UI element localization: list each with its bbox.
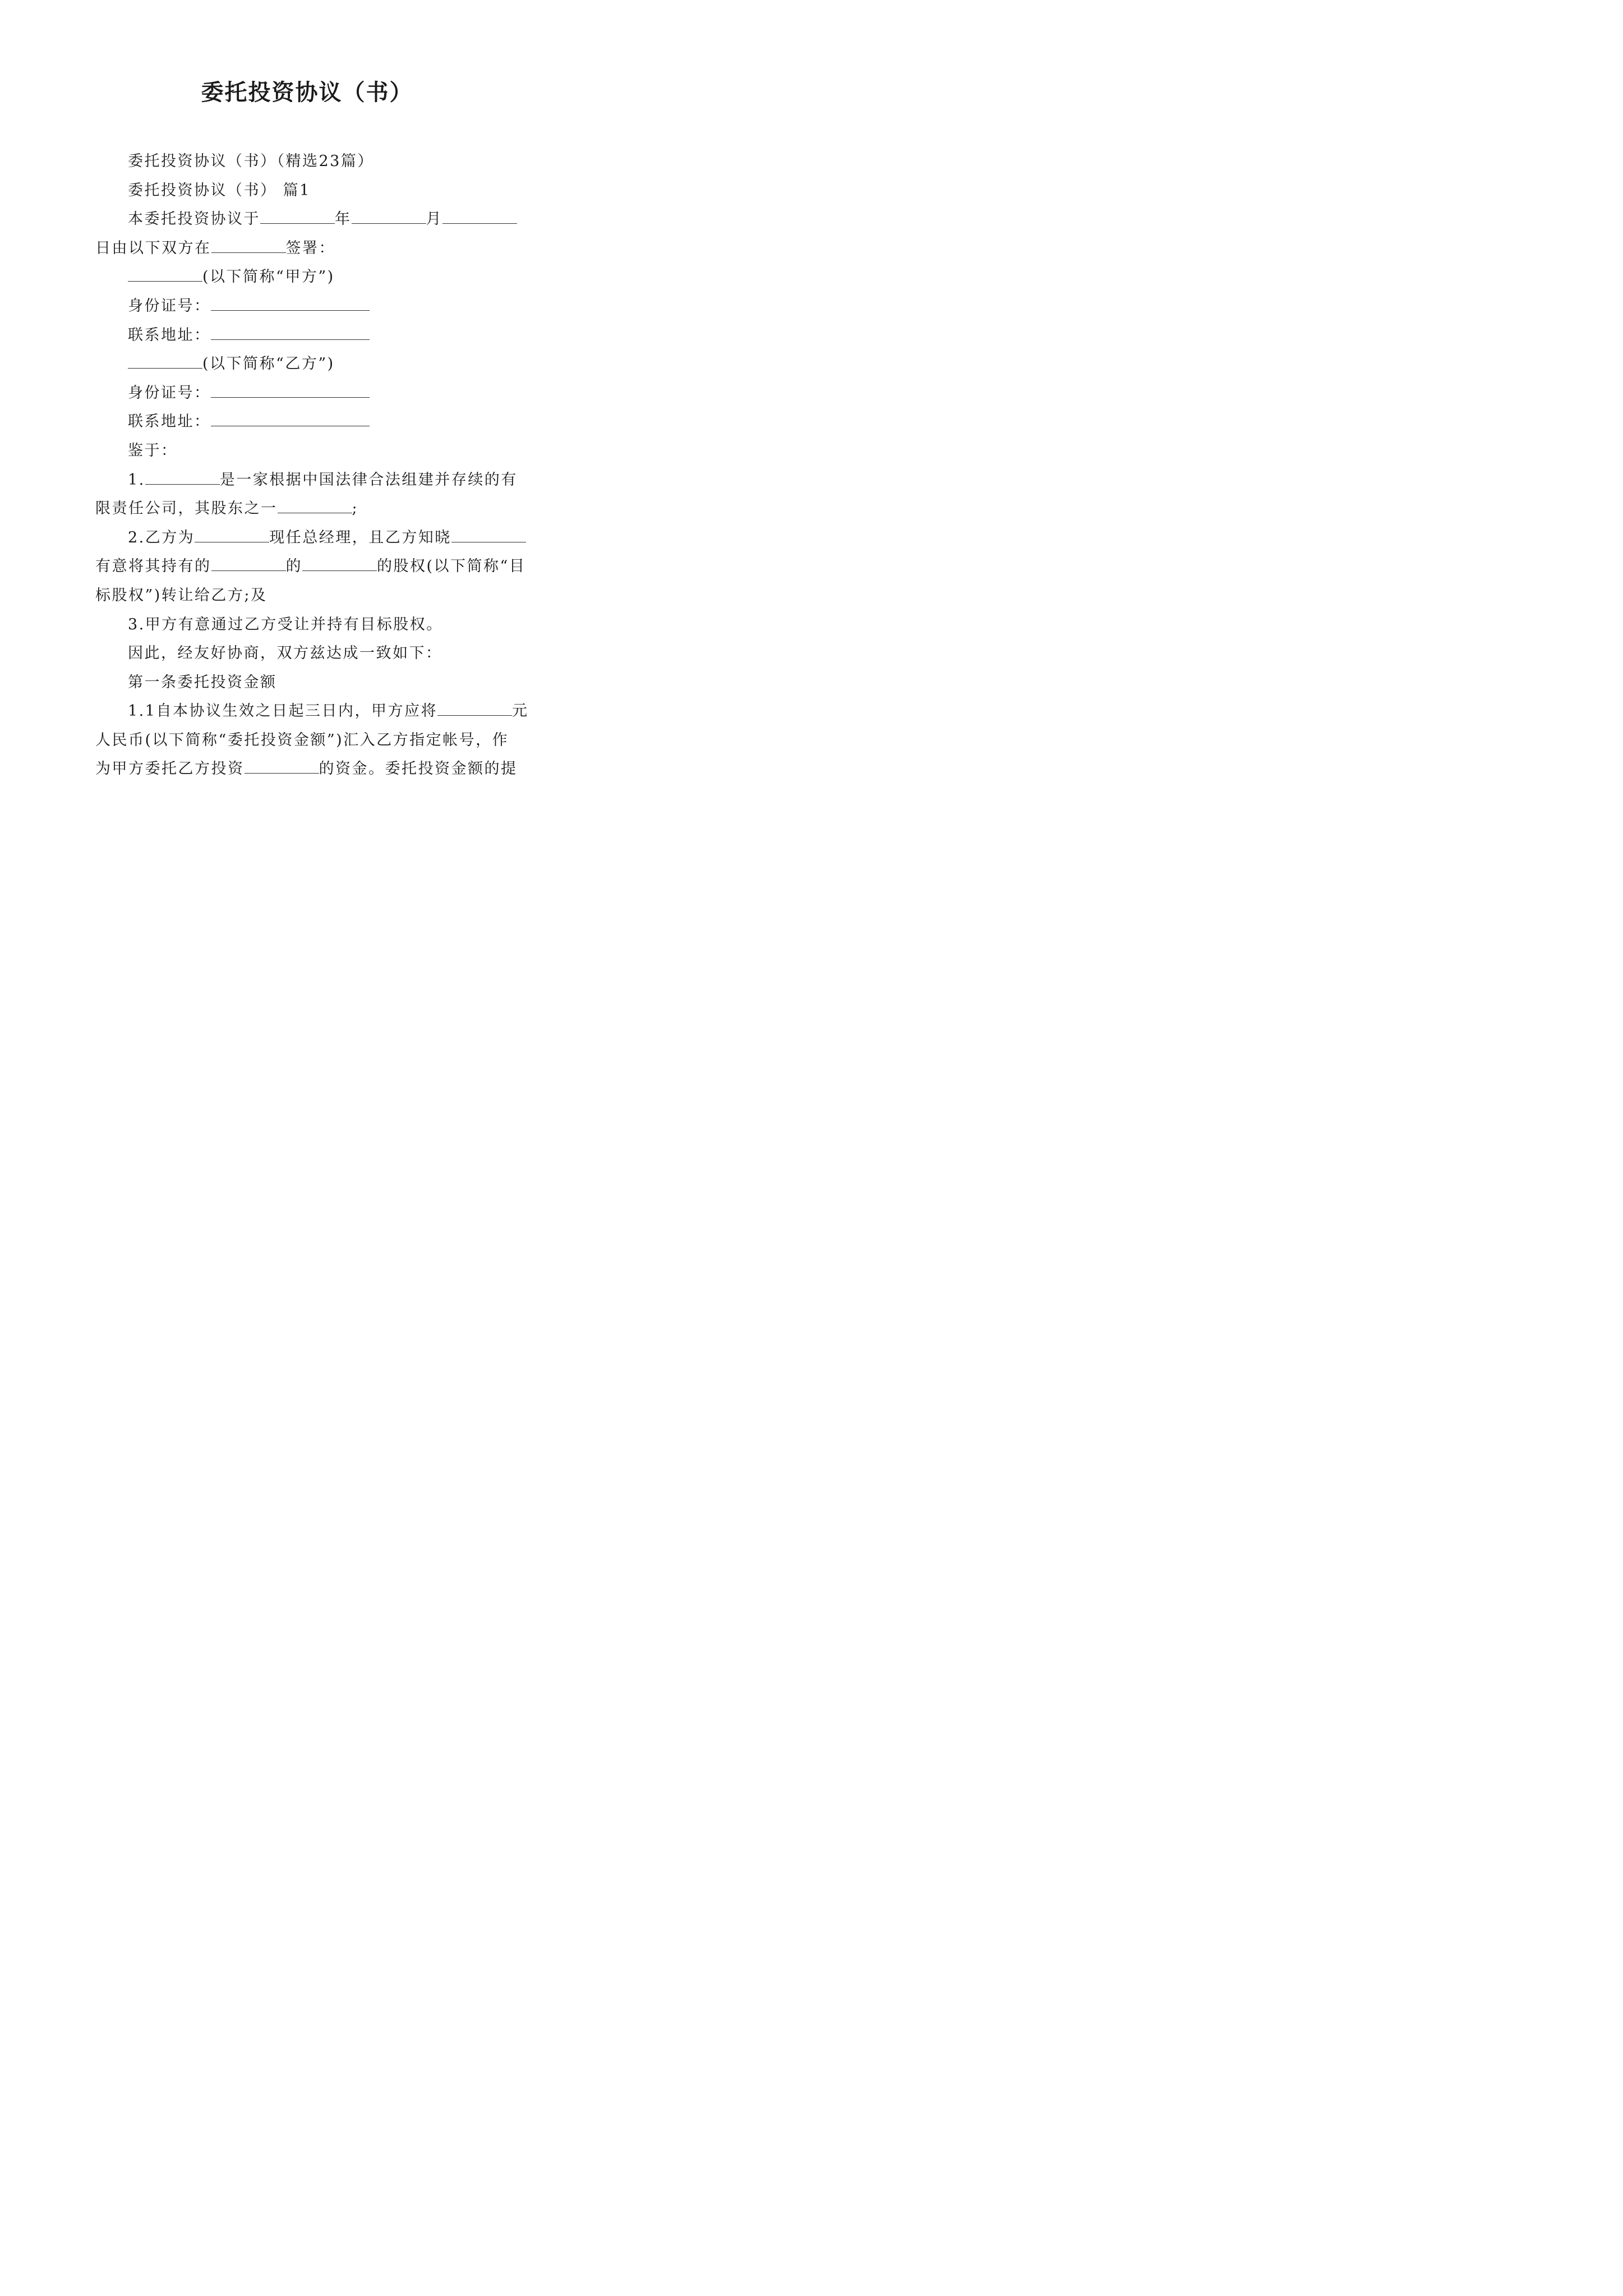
party-b-id-label: 身份证号：: [128, 384, 211, 402]
item-2-percent-blank: [302, 554, 377, 571]
item-2-holder-blank: [451, 525, 526, 542]
item-2-text-c: 有意将其持有的: [95, 558, 211, 576]
item-1-prefix: 1.: [128, 471, 145, 489]
clause-1-1-line-3: [95, 754, 527, 784]
clause-1-1-text-c: 为甲方委托乙方投资: [95, 760, 245, 778]
party-b-address-blank: [211, 409, 370, 426]
item-2-target-blank: [211, 554, 286, 571]
intro-text-c: 月: [426, 210, 442, 228]
party-a-id-label: 身份证号：: [128, 297, 211, 315]
item-2-company-blank: [195, 525, 269, 542]
clause-1-1-line-1: [95, 697, 527, 726]
clause-1-1-line-2: 人民币(以下简称“委托投资金额”)汇入乙方指定帐号，作: [95, 731, 509, 749]
party-b-line: [95, 349, 527, 379]
item-3: 3.甲方有意通过乙方受让并持有目标股权。: [128, 615, 443, 633]
shareholder-blank: [278, 496, 352, 513]
intro-line-2: [95, 234, 527, 263]
item-2-line-1: [95, 523, 527, 553]
intro-text-e: 签署：: [285, 239, 335, 257]
clause-1-1-text-d: 的资金。委托投资金额的提: [319, 760, 518, 778]
document-body: [95, 147, 527, 784]
item-2-line-2: [95, 552, 527, 581]
party-a-address-label: 联系地址：: [128, 326, 211, 344]
invest-target-blank: [245, 756, 319, 774]
item-1-line-2: [95, 494, 527, 523]
intro-text-b: 年: [335, 210, 352, 228]
item-2-text-b: 现任总经理，且乙方知晓: [269, 528, 451, 546]
intro-text-d: 日由以下双方在: [95, 239, 211, 257]
party-a-label: (以下简称“甲方”): [202, 268, 335, 286]
article-1-heading: 第一条委托投资金额: [128, 673, 277, 691]
subtitle: 委托投资协议（书）（精选23篇）: [128, 153, 374, 170]
item-2-text-d: 的: [285, 558, 302, 576]
item-1-text: 是一家根据中国法律合法组建并存续的有: [219, 471, 518, 489]
party-b-name-blank: [128, 351, 202, 369]
clause-1-1-text-a: 1.1自本协议生效之日起三日内，甲方应将: [128, 702, 437, 720]
item-2-line-3: 标股权”)转让给乙方;及: [95, 586, 268, 604]
item-2-prefix: 2.乙方为: [128, 528, 195, 546]
item-2-text-e: 的股权(以下简称“目: [377, 558, 526, 576]
whereas-heading: 鉴于：: [128, 441, 178, 459]
document-page: [0, 0, 614, 868]
year-blank: [260, 206, 335, 224]
item-1-end: ;: [352, 500, 359, 518]
therefore-line: 因此，经友好协商，双方兹达成一致如下：: [128, 645, 442, 662]
party-b-address-line: [95, 407, 527, 436]
intro-text-a: 本委托投资协议于: [128, 210, 260, 228]
party-a-address-blank: [211, 323, 370, 340]
party-a-id-blank: [211, 293, 370, 311]
place-blank: [211, 236, 286, 253]
party-a-address-line: [95, 321, 527, 350]
amount-blank: [437, 698, 512, 716]
party-a-line: [95, 263, 527, 292]
clause-1-1-text-b: 元: [511, 702, 529, 720]
party-b-label: (以下简称“乙方”): [202, 355, 335, 373]
party-a-name-blank: [128, 264, 202, 282]
item-1-text-b: 限责任公司，其股东之一: [95, 500, 278, 518]
party-b-id-blank: [211, 380, 370, 398]
party-b-address-label: 联系地址：: [128, 413, 211, 431]
party-a-id-line: [95, 292, 527, 321]
company-blank: [145, 467, 220, 485]
item-1-line-1: [95, 466, 527, 495]
day-blank: [442, 206, 517, 224]
party-b-id-line: [95, 379, 527, 408]
section-heading: 委托投资协议（书） 篇1: [128, 181, 311, 199]
month-blank: [352, 206, 426, 224]
document-title: 委托投资协议（书）: [201, 79, 413, 105]
intro-line-1: [95, 205, 527, 234]
